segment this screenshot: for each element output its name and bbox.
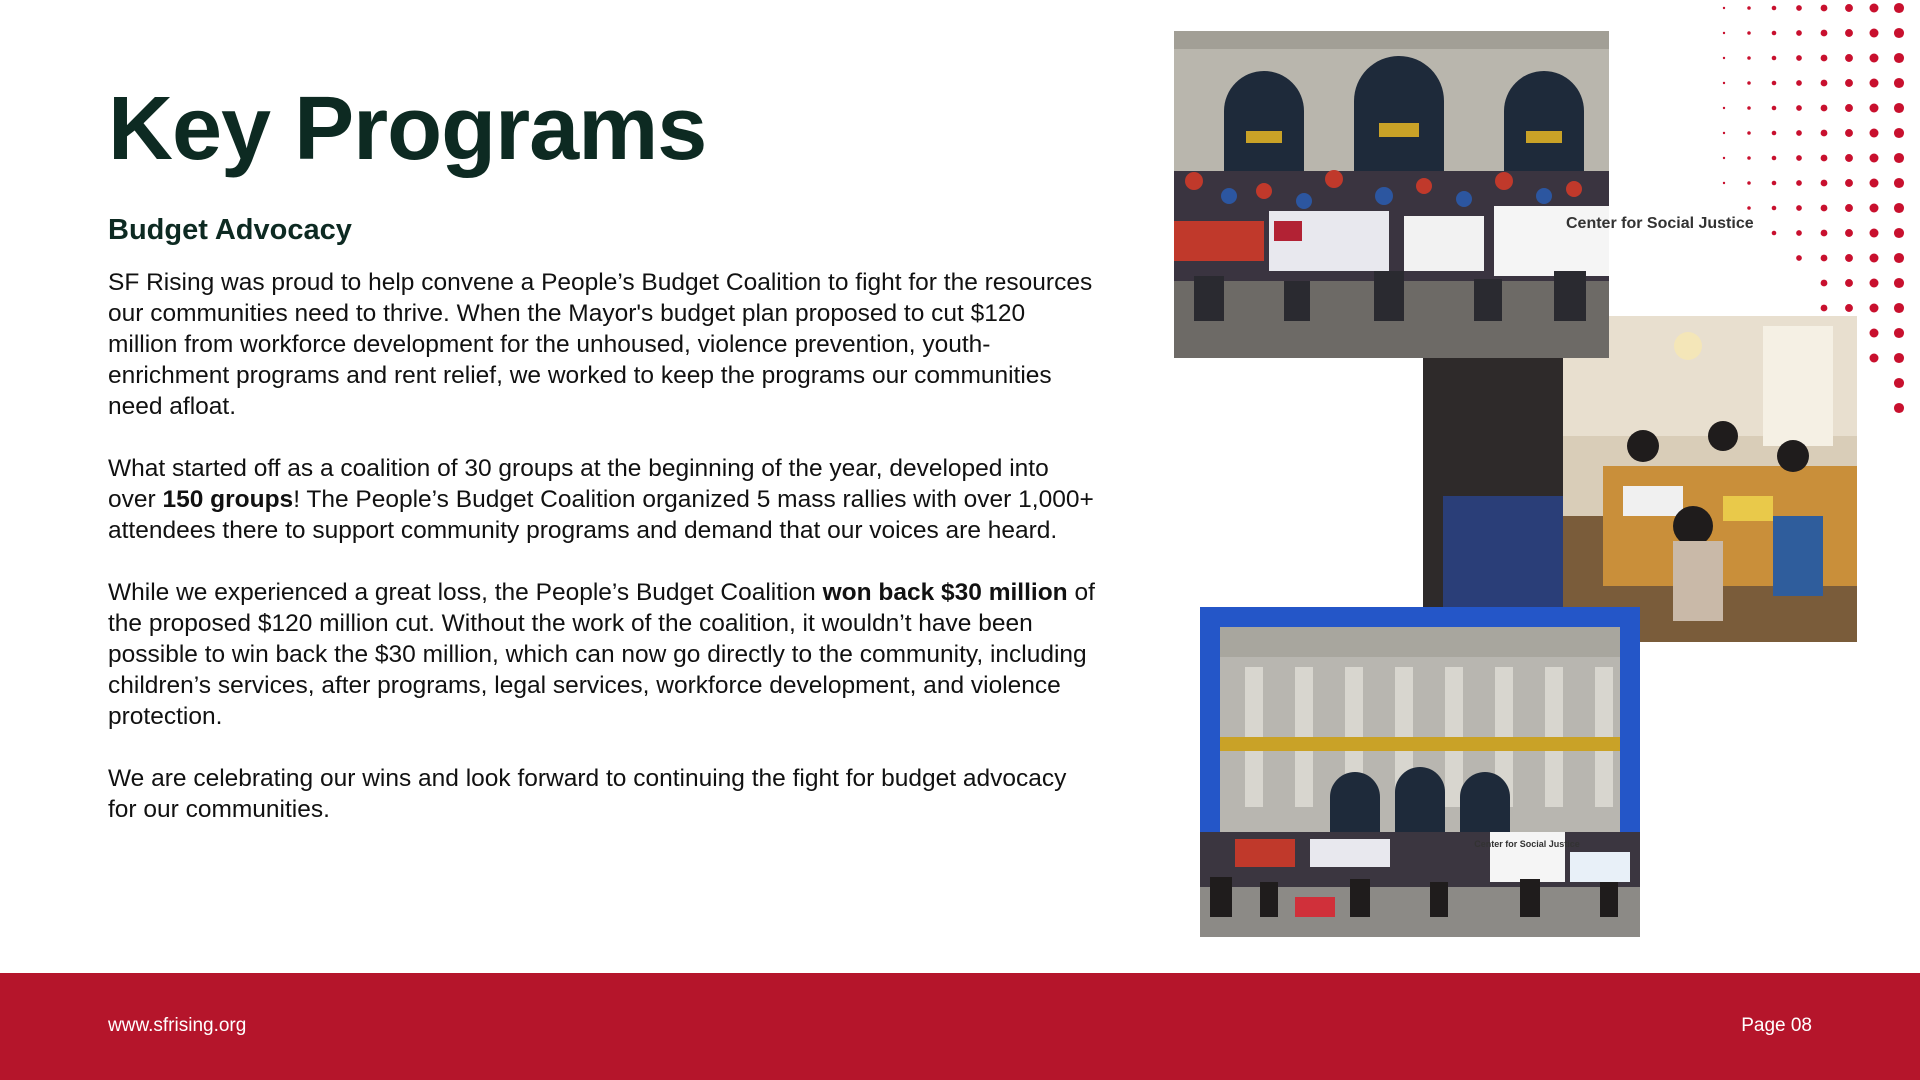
decorative-dot (1723, 132, 1725, 134)
banner-text-3: Center for Social Justice (1474, 839, 1580, 849)
decorative-dot (1845, 279, 1853, 287)
decorative-dot (1772, 81, 1777, 86)
decorative-dot (1747, 131, 1751, 135)
decorative-dot (1772, 181, 1777, 186)
decorative-dot (1845, 54, 1853, 62)
decorative-dot (1845, 254, 1853, 262)
decorative-dot (1821, 255, 1828, 262)
body-text (108, 267, 1098, 856)
decorative-dot (1870, 29, 1879, 38)
decorative-dot (1870, 354, 1879, 363)
decorative-dot (1845, 179, 1853, 187)
decorative-dot (1772, 56, 1777, 61)
decorative-dot (1870, 104, 1879, 113)
decorative-dot (1894, 203, 1904, 213)
decorative-dot (1870, 4, 1879, 13)
decorative-dot (1894, 253, 1904, 263)
decorative-dot (1894, 78, 1904, 88)
decorative-dot (1747, 181, 1751, 185)
decorative-dot (1870, 179, 1879, 188)
decorative-dot (1894, 28, 1904, 38)
decorative-dot (1870, 204, 1879, 213)
paragraph-closing: We are celebrating our wins and look forward to continuing the fight for budget advocacy for our communities. (108, 765, 1067, 823)
decorative-dot (1747, 81, 1751, 85)
decorative-dot (1845, 79, 1853, 87)
decorative-dot (1894, 328, 1904, 338)
decorative-dot (1870, 79, 1879, 88)
decorative-dot (1870, 279, 1879, 288)
decorative-dot (1796, 205, 1802, 211)
decorative-dot (1723, 157, 1725, 159)
decorative-dot (1845, 229, 1853, 237)
decorative-dot (1796, 30, 1802, 36)
decorative-dot (1845, 204, 1853, 212)
decorative-dot (1772, 231, 1777, 236)
decorative-dot (1723, 182, 1725, 184)
decorative-dot (1796, 5, 1802, 11)
decorative-dot (1870, 229, 1879, 238)
decorative-dot (1821, 280, 1828, 287)
decorative-dot (1772, 206, 1777, 211)
decorative-dot (1894, 353, 1904, 363)
decorative-dot (1796, 55, 1802, 61)
decorative-dot (1772, 106, 1777, 111)
decorative-dot (1870, 329, 1879, 338)
decorative-dot (1845, 104, 1853, 112)
decorative-dot (1723, 7, 1725, 9)
decorative-dot (1894, 103, 1904, 113)
decorative-dot (1772, 156, 1777, 161)
decorative-dot (1894, 128, 1904, 138)
decorative-dot (1723, 107, 1725, 109)
decorative-dot (1894, 278, 1904, 288)
decorative-dot (1894, 3, 1904, 13)
decorative-dot (1747, 156, 1751, 160)
photo-rally-city-hall-steps (1174, 31, 1754, 358)
decorative-dot (1796, 105, 1802, 111)
decorative-dot (1747, 56, 1751, 60)
decorative-dot (1747, 6, 1751, 10)
decorative-dot (1772, 31, 1777, 36)
decorative-dot (1796, 80, 1802, 86)
decorative-dot (1821, 80, 1828, 87)
decorative-dot (1747, 206, 1751, 210)
decorative-dot (1894, 178, 1904, 188)
decorative-dot (1894, 228, 1904, 238)
decorative-dot (1747, 31, 1751, 35)
decorative-dot (1821, 55, 1828, 62)
decorative-dot (1821, 155, 1828, 162)
decorative-dot (1821, 230, 1828, 237)
footer-website-link[interactable]: www.sfrising.org (108, 1015, 247, 1036)
decorative-dot (1894, 53, 1904, 63)
decorative-dot (1821, 130, 1828, 137)
footer-bar (0, 973, 1920, 1080)
decorative-dot (1845, 129, 1853, 137)
highlight-150-groups: 150 groups (162, 486, 294, 513)
decorative-dot (1723, 57, 1725, 59)
paragraph-intro: SF Rising was proud to help convene a People’s Budget Coalition to fight for the resources our communities need to thrive. When the Mayor's budget plan proposed to cut $120 million from workforce development for the unhoused, violence prevention, youth-enrichment programs and rent relief, we worked to keep the programs our communities need afloat. (108, 269, 1093, 420)
decorative-dot (1894, 303, 1904, 313)
decorative-dot (1821, 305, 1828, 312)
highlight-30-million: won back $30 million (822, 579, 1068, 606)
decorative-dot (1894, 403, 1904, 413)
decorative-dot (1796, 130, 1802, 136)
decorative-dot (1796, 180, 1802, 186)
decorative-dot (1821, 30, 1828, 37)
decorative-dot (1845, 29, 1853, 37)
decorative-dot (1845, 4, 1853, 12)
decorative-dot (1796, 255, 1802, 261)
decorative-dot (1747, 106, 1751, 110)
decorative-dot (1870, 54, 1879, 63)
banner-text-1: Center for Social Justice (1566, 215, 1754, 232)
decorative-dot (1821, 5, 1828, 12)
paragraph-growth: What started off as a coalition of 30 groups at the beginning of the year, developed into over 150 groups! The People’s Budget Coalition organized 5 mass rallies with over 1,000+ attendees there to support community programs and demand that our voices are heard. (108, 455, 1094, 544)
photo-meeting-room (1423, 316, 1857, 642)
decorative-dot (1772, 131, 1777, 136)
decorative-dot (1821, 205, 1828, 212)
decorative-dot (1870, 254, 1879, 263)
decorative-dot (1723, 82, 1725, 84)
decorative-dot (1821, 105, 1828, 112)
decorative-dot (1796, 155, 1802, 161)
photo-city-hall-wide-rally (1200, 607, 1640, 937)
page-title: Key Programs (108, 79, 707, 179)
decorative-dot (1821, 180, 1828, 187)
decorative-dot (1870, 129, 1879, 138)
page-number: Page 08 (1741, 1015, 1812, 1036)
section-heading: Budget Advocacy (108, 214, 352, 246)
decorative-dot (1796, 230, 1802, 236)
paragraph-win: While we experienced a great loss, the People’s Budget Coalition won back $30 million of the proposed $120 million cut. Without the work of the coalition, it wouldn’t have been possible to win back the $30 million, which can now go directly to the community, including children’s services, after programs, legal services, workforce development, and violence protection. (108, 579, 1095, 730)
decorative-dot (1845, 154, 1853, 162)
decorative-dot (1845, 304, 1853, 312)
decorative-dot (1870, 154, 1879, 163)
decorative-dot (1870, 304, 1879, 313)
decorative-dot (1894, 378, 1904, 388)
decorative-dot (1723, 32, 1725, 34)
decorative-dot (1772, 6, 1777, 11)
decorative-dot (1894, 153, 1904, 163)
